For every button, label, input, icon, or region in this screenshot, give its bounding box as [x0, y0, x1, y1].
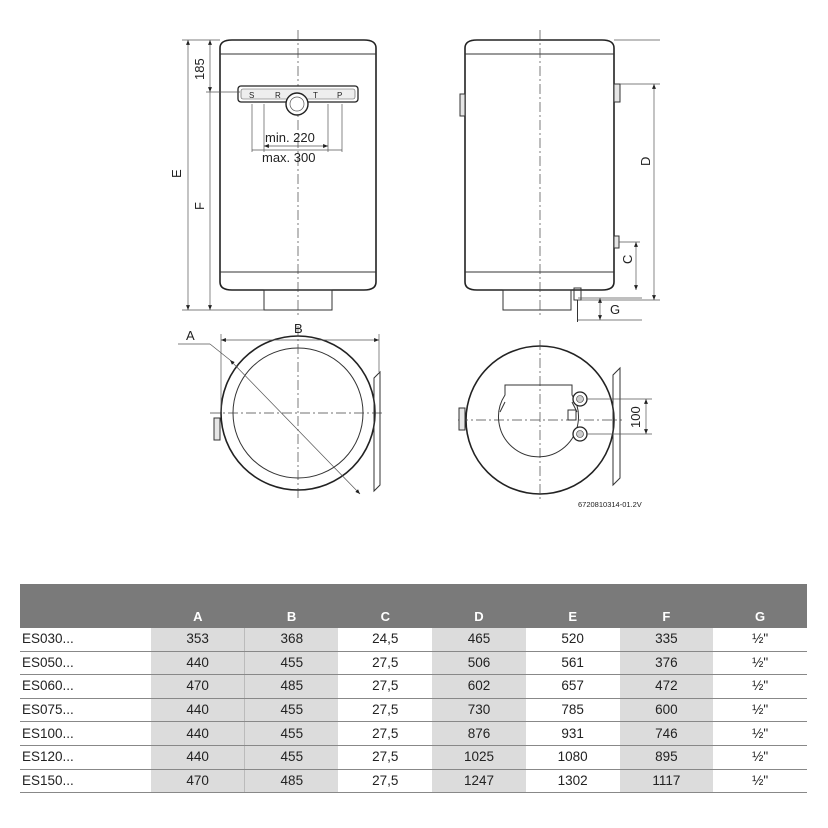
- panel-mark: T: [313, 91, 318, 100]
- table-cell: 561: [526, 651, 620, 675]
- table-cell: 470: [151, 675, 245, 699]
- table-cell: ½": [713, 698, 807, 722]
- table-cell: 440: [151, 698, 245, 722]
- table-cell: ½": [713, 722, 807, 746]
- dim-max: max. 300: [262, 150, 316, 165]
- table-cell: 895: [620, 745, 714, 769]
- panel-mark: R: [275, 91, 281, 100]
- table-row: [20, 722, 807, 746]
- table-cell: 440: [151, 722, 245, 746]
- dim-185: 185: [192, 58, 207, 80]
- table-header-row: [20, 584, 807, 628]
- table-cell: 24,5: [338, 628, 432, 651]
- dim-100: 100: [628, 406, 643, 428]
- model-cell: ES075...: [20, 698, 151, 722]
- top-view-left: [178, 321, 385, 500]
- table-cell: 1117: [620, 769, 714, 793]
- dim-B: B: [294, 321, 303, 336]
- top-view-right: [458, 340, 652, 500]
- table-cell: 27,5: [338, 698, 432, 722]
- table-cell: 1025: [432, 745, 526, 769]
- table-cell: 335: [620, 628, 714, 651]
- table-cell: 376: [620, 651, 714, 675]
- table-cell: 27,5: [338, 769, 432, 793]
- table-cell: 1247: [432, 769, 526, 793]
- table-cell: 602: [432, 675, 526, 699]
- drawing-code: 6720810314-01.2V: [578, 500, 642, 509]
- table-row: [20, 698, 807, 722]
- table-cell: 455: [245, 698, 339, 722]
- dim-min: min. 220: [265, 130, 315, 145]
- header-cell: C: [338, 584, 432, 628]
- dim-E: E: [169, 169, 184, 178]
- table-cell: 465: [432, 628, 526, 651]
- model-cell: ES100...: [20, 722, 151, 746]
- table-cell: 368: [245, 628, 339, 651]
- table-cell: 485: [245, 675, 339, 699]
- table-cell: 730: [432, 698, 526, 722]
- table-cell: 27,5: [338, 651, 432, 675]
- dim-C: C: [620, 254, 635, 264]
- table-cell: ½": [713, 769, 807, 793]
- header-cell: E: [526, 584, 620, 628]
- table-cell: 931: [526, 722, 620, 746]
- table-cell: ½": [713, 675, 807, 699]
- header-cell: F: [620, 584, 714, 628]
- dim-D: D: [638, 156, 653, 166]
- table-cell: ½": [713, 651, 807, 675]
- header-cell: B: [245, 584, 339, 628]
- table-cell: 440: [151, 651, 245, 675]
- table-cell: 27,5: [338, 745, 432, 769]
- panel-mark: P: [337, 91, 343, 100]
- table-row: [20, 769, 807, 793]
- header-cell: G: [713, 584, 807, 628]
- model-cell: ES150...: [20, 769, 151, 793]
- table-row: [20, 651, 807, 675]
- table-cell: 520: [526, 628, 620, 651]
- table-cell: 1080: [526, 745, 620, 769]
- table-cell: 455: [245, 745, 339, 769]
- header-cell: [20, 584, 151, 628]
- table-cell: 455: [245, 722, 339, 746]
- table-cell: 876: [432, 722, 526, 746]
- table-cell: 472: [620, 675, 714, 699]
- header-cell: A: [151, 584, 245, 628]
- table-cell: 746: [620, 722, 714, 746]
- table-row: [20, 745, 807, 769]
- table-cell: 470: [151, 769, 245, 793]
- control-panel: [238, 86, 358, 115]
- front-view: [169, 30, 376, 315]
- table-cell: 600: [620, 698, 714, 722]
- panel-mark: S: [249, 91, 255, 100]
- table-cell: ½": [713, 745, 807, 769]
- table-cell: 455: [245, 651, 339, 675]
- dim-G: G: [610, 302, 621, 317]
- table-row: [20, 675, 807, 699]
- side-view: [460, 30, 660, 322]
- dimensions-table: [20, 584, 807, 793]
- dim-A: A: [186, 328, 195, 343]
- model-cell: ES060...: [20, 675, 151, 699]
- table-cell: 657: [526, 675, 620, 699]
- table-cell: 27,5: [338, 722, 432, 746]
- dim-F: F: [192, 202, 207, 210]
- table-cell: 485: [245, 769, 339, 793]
- table-cell: 27,5: [338, 675, 432, 699]
- table-cell: 1302: [526, 769, 620, 793]
- header-cell: D: [432, 584, 526, 628]
- table-cell: 440: [151, 745, 245, 769]
- table-cell: 353: [151, 628, 245, 651]
- table-cell: 785: [526, 698, 620, 722]
- model-cell: ES120...: [20, 745, 151, 769]
- table-row: [20, 628, 807, 651]
- model-cell: ES050...: [20, 651, 151, 675]
- table-cell: 506: [432, 651, 526, 675]
- table-cell: ½": [713, 628, 807, 651]
- model-cell: ES030...: [20, 628, 151, 651]
